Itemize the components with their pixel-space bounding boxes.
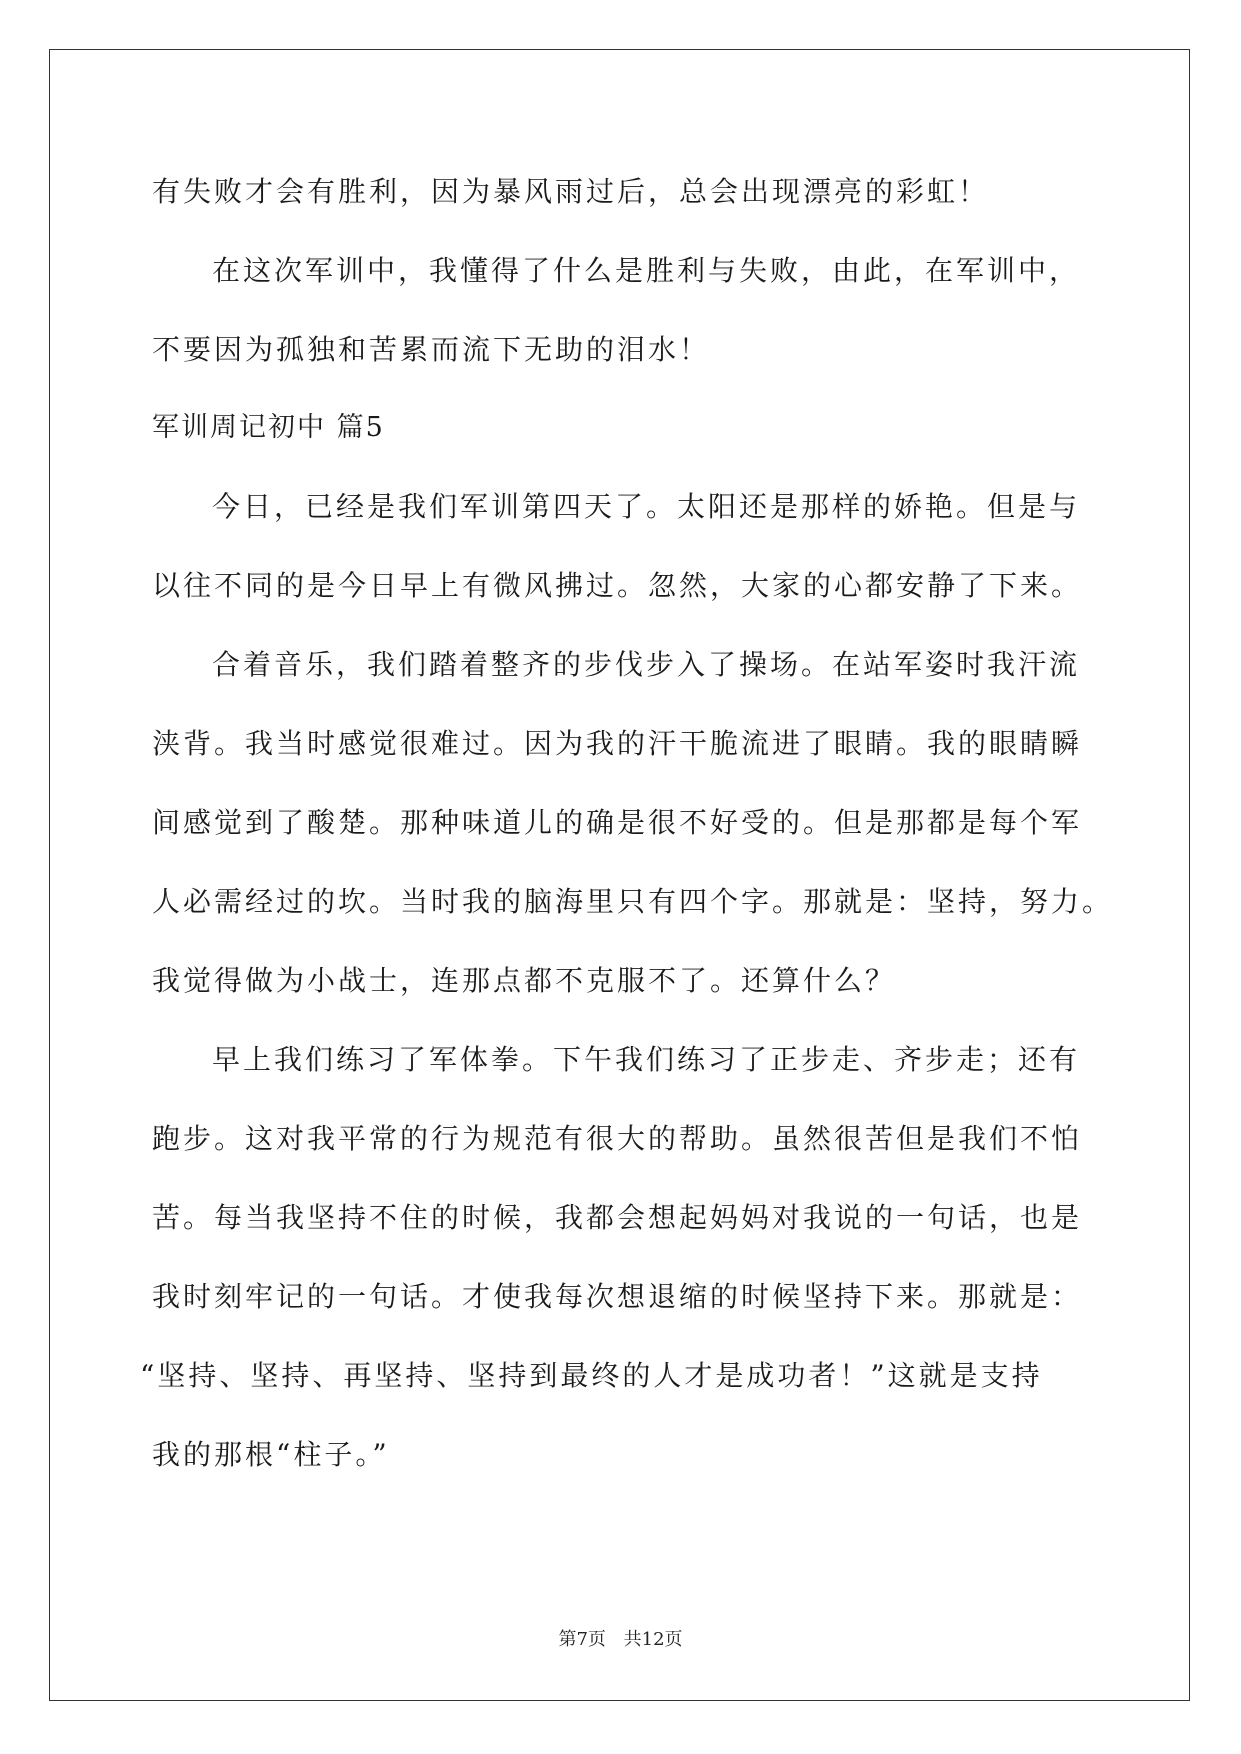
text-line: 间感觉到了酸楚。那种味道儿的确是很不好受的。但是那都是每个军 [152,806,1083,839]
page-number: 第7页 [558,1629,606,1650]
text-line: 人必需经过的坎。当时我的脑海里只有四个字。那就是：坚持，努力。 [152,885,1114,918]
text-line: 浃背。我当时感觉很难过。因为我的汗干脆流进了眼睛。我的眼睛瞬 [152,727,1083,760]
text-line: 跑步。这对我平常的行为规范有很大的帮助。虽然很苦但是我们不怕 [152,1122,1083,1155]
text-line: 早上我们练习了军体拳。下午我们练习了正步走、齐步走；还有 [212,1043,1081,1076]
text-line: 以往不同的是今日早上有微风拂过。忽然，大家的心都安静了下来。 [152,569,1083,602]
page-total: 共12页 [623,1629,683,1650]
text-line: 不要因为孤独和苦累而流下无助的泪水！ [152,333,711,366]
text-line: 合着音乐，我们踏着整齐的步伐步入了操场。在站军姿时我汗流 [212,648,1081,681]
text-line: 今日，已经是我们军训第四天了。太阳还是那样的娇艳。但是与 [212,490,1081,523]
text-line: 在这次军训中，我懂得了什么是胜利与失败，由此，在军训中， [212,254,1081,287]
text-line: 有失败才会有胜利，因为暴风雨过后，总会出现漂亮的彩虹！ [152,175,990,208]
text-line: 我的那根“柱子。” [152,1438,390,1471]
text-line: 苦。每当我坚持不住的时候，我都会想起妈妈对我说的一句话，也是 [152,1201,1083,1234]
page-footer [0,1628,1241,1652]
section-heading: 军训周记初中 篇5 [152,412,385,443]
text-line: “坚持、坚持、再坚持、坚持到最终的人才是成功者！”这就是支持 [140,1359,1043,1392]
text-line: 我时刻牢记的一句话。才使我每次想退缩的时候坚持下来。那就是： [152,1280,1083,1313]
text-line: 我觉得做为小战士，连那点都不克服不了。还算什么？ [152,964,897,997]
